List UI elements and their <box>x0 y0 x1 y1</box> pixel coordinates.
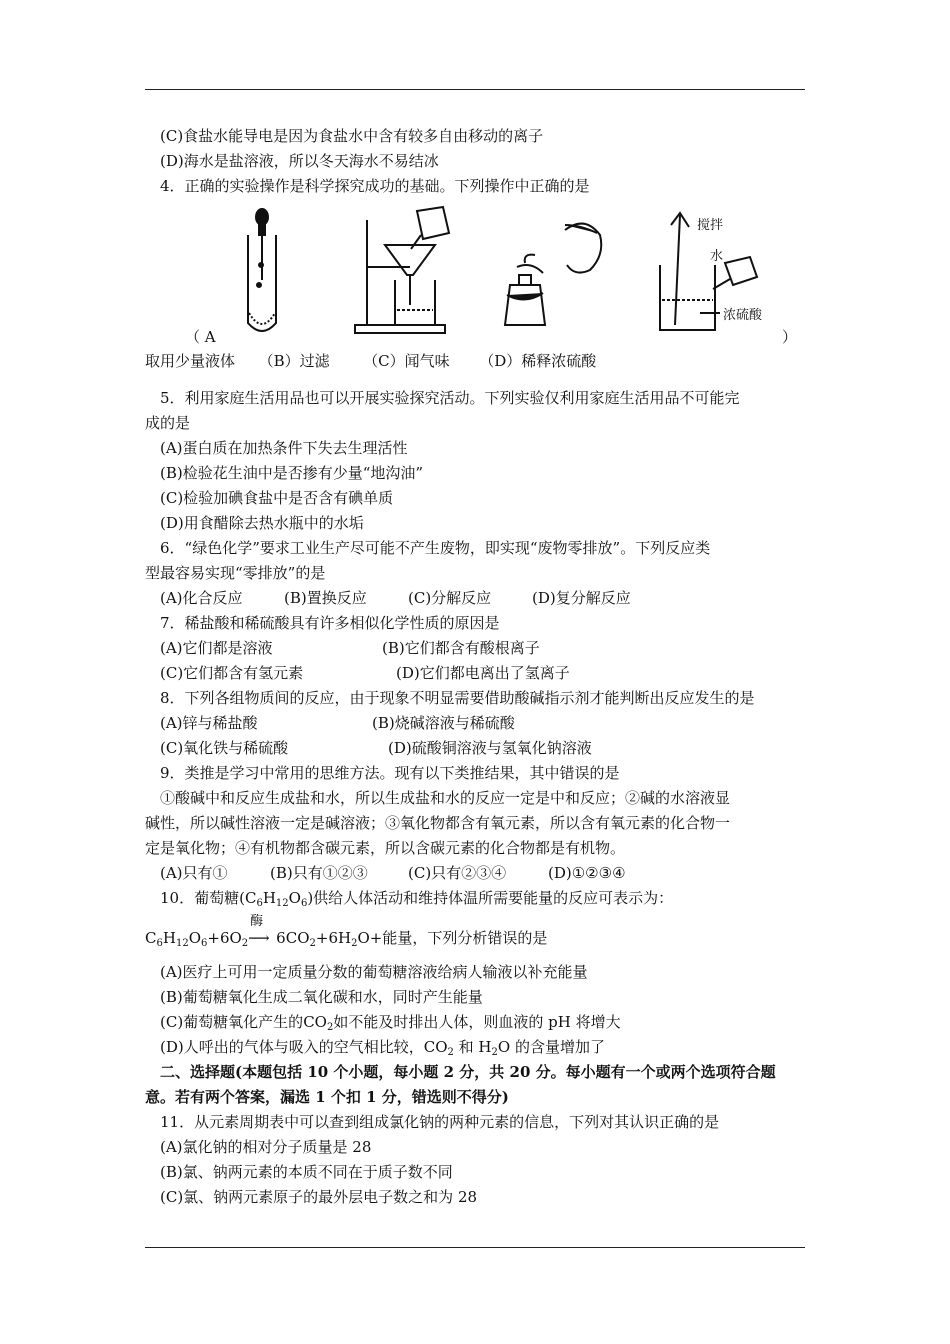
q5-option-b: (B)检验花生油中是否掺有少量“地沟油” <box>160 464 424 482</box>
water-label: 水 <box>710 249 724 264</box>
dropper-test-tube-figure <box>248 209 276 331</box>
q10-option-d: (D)人呼出的气体与吸入的空气相比较，$CO_2$ 和 $H_2O$ 的含量增加了 <box>160 1038 605 1058</box>
lab-operations-illustration <box>145 205 805 345</box>
q7-option-d: (D)它们都电离出了氢离子 <box>396 664 570 682</box>
q6-stem-1: 6．“绿色化学”要求工业生产尽可能不产生废物，即实现“废物零排放”。下列反应类 <box>160 539 711 557</box>
q8-option-d: (D)硫酸铜溶液与氢氧化钠溶液 <box>388 739 592 757</box>
q10-stem: 10．葡萄糖$(C_6H_{12}O_6)$供给人体活动和维持体温所需要能量的反应可表示为： <box>160 889 674 909</box>
q5-option-a: (A)蛋白质在加热条件下失去生理活性 <box>160 439 408 457</box>
enzyme-label: 酶 <box>250 914 264 929</box>
q11-option-a: (A)氯化钠的相对分子质量是 28 <box>160 1138 372 1156</box>
q9-stem: 9．类推是学习中常用的思维方法。现有以下类推结果，其中错误的是 <box>160 764 620 782</box>
q4-options <box>145 351 596 371</box>
q7-options-cd <box>160 663 570 683</box>
q9-body-3: 定是氧化物；④有机物都含碳元素，所以含碳元素的化合物都是有机物。 <box>145 839 626 857</box>
q9-body-1: ①酸碱中和反应生成盐和水，所以生成盐和水的反应一定是中和反应；②碱的水溶液显 <box>160 789 731 807</box>
q10-equation: $C_6H_{12}O_6+6O_2$ 酶 ⟶ $6CO_2+6H_2O+$能量，下列分析错误的是 <box>145 914 548 949</box>
q6-option-d: (D)复分解反应 <box>532 589 631 607</box>
q7-stem: 7．稀盐酸和稀硫酸具有许多相似化学性质的原因是 <box>160 614 500 632</box>
q7-options-ab <box>160 638 540 658</box>
q8-option-a: (A)锌与稀盐酸 <box>160 714 258 732</box>
q10-option-b: (B)葡萄糖氧化生成二氧化碳和水，同时产生能量 <box>160 988 483 1006</box>
q4-option-d: （D）稀释浓硫酸 <box>479 352 597 370</box>
q6-option-a: (A)化合反应 <box>160 589 243 607</box>
stir-label: 搅拌 <box>697 218 724 233</box>
q4-option-b: （B）过滤 <box>258 352 330 370</box>
bottom-rule <box>145 1247 805 1248</box>
q8-options-ab <box>160 713 515 733</box>
q7-option-a: (A)它们都是溶液 <box>160 639 273 657</box>
q8-options-cd <box>160 738 592 758</box>
q7-option-b: (B)它们都含有酸根离子 <box>382 639 540 657</box>
q8-stem: 8．下列各组物质间的反应，由于现象不明显需要借助酸碱指示剂才能判断出反应发生的是 <box>160 689 755 707</box>
filtration-figure <box>355 207 449 333</box>
q4-stem: 4．正确的实验操作是科学探究成功的基础。下列操作中正确的是 <box>160 177 590 195</box>
top-rule <box>145 89 805 90</box>
q5-option-c: (C)检验加碘食盐中是否含有碘单质 <box>160 489 394 507</box>
acid-label: 浓硫酸 <box>723 308 763 323</box>
q4-paren-open: （ A <box>185 328 216 346</box>
q9-option-d: (D)①②③④ <box>548 864 626 882</box>
q3-option-c: (C)食盐水能导电是因为食盐水中含有较多自由移动的离子 <box>160 127 544 145</box>
q9-body-2: 碱性，所以碱性溶液一定是碱溶液；③氧化物都含有氧元素，所以含有氧元素的化合物一 <box>145 814 731 832</box>
enzyme-arrow: 酶 ⟶ <box>248 914 270 947</box>
q11-option-b: (B)氯、钠两元素的本质不同在于质子数不同 <box>160 1163 453 1181</box>
q11-option-c: (C)氯、钠两元素原子的最外层电子数之和为 28 <box>160 1188 478 1206</box>
q10-option-c: (C)葡萄糖氧化产生的$CO_2$如不能及时排出人体，则血液的 pH 将增大 <box>160 1013 621 1033</box>
q9-options <box>160 863 626 883</box>
q6-stem-2: 型最容易实现“零排放”的是 <box>145 564 326 582</box>
q5-stem-2: 成的是 <box>145 414 191 432</box>
smelling-figure <box>505 224 601 325</box>
q7-option-c: (C)它们都含有氢元素 <box>160 664 304 682</box>
q5-stem-1: 5．利用家庭生活用品也可以开展实验探究活动。下列实验仅利用家庭生活用品不可能完 <box>160 389 740 407</box>
q6-option-b: (B)置换反应 <box>284 589 367 607</box>
q4-figures <box>145 205 805 345</box>
q4-option-c: （C）闻气味 <box>363 352 450 370</box>
q6-option-c: (C)分解反应 <box>408 589 492 607</box>
q8-option-b: (B)烧碱溶液与稀硫酸 <box>372 714 515 732</box>
q5-option-d: (D)用食醋除去热水瓶中的水垢 <box>160 514 364 532</box>
q9-option-a: (A)只有① <box>160 864 228 882</box>
q6-options <box>160 588 631 608</box>
q8-option-c: (C)氧化铁与稀硫酸 <box>160 739 289 757</box>
q11-stem: 11．从元素周期表中可以查到组成氯化钠的两种元素的信息，下列对其认识正确的是 <box>160 1113 720 1131</box>
q9-option-b: (B)只有①②③ <box>270 864 368 882</box>
section2-heading-2: 意。若有两个答案，漏选 1 个扣 1 分，错选则不得分) <box>145 1088 509 1106</box>
q3-option-d: (D)海水是盐溶液，所以冬天海水不易结冰 <box>160 152 439 170</box>
section2-heading-1: 二、选择题(本题包括 10 个小题，每小题 2 分，共 20 分。每小题有一个或两个选项符合题 <box>160 1063 776 1081</box>
q4-paren-close: ） <box>782 328 798 346</box>
q9-option-c: (C)只有②③④ <box>408 864 507 882</box>
q4-option-a: 取用少量液体 <box>145 352 236 370</box>
q10-option-a: (A)医疗上可用一定质量分数的葡萄糖溶液给病人输液以补充能量 <box>160 963 588 981</box>
